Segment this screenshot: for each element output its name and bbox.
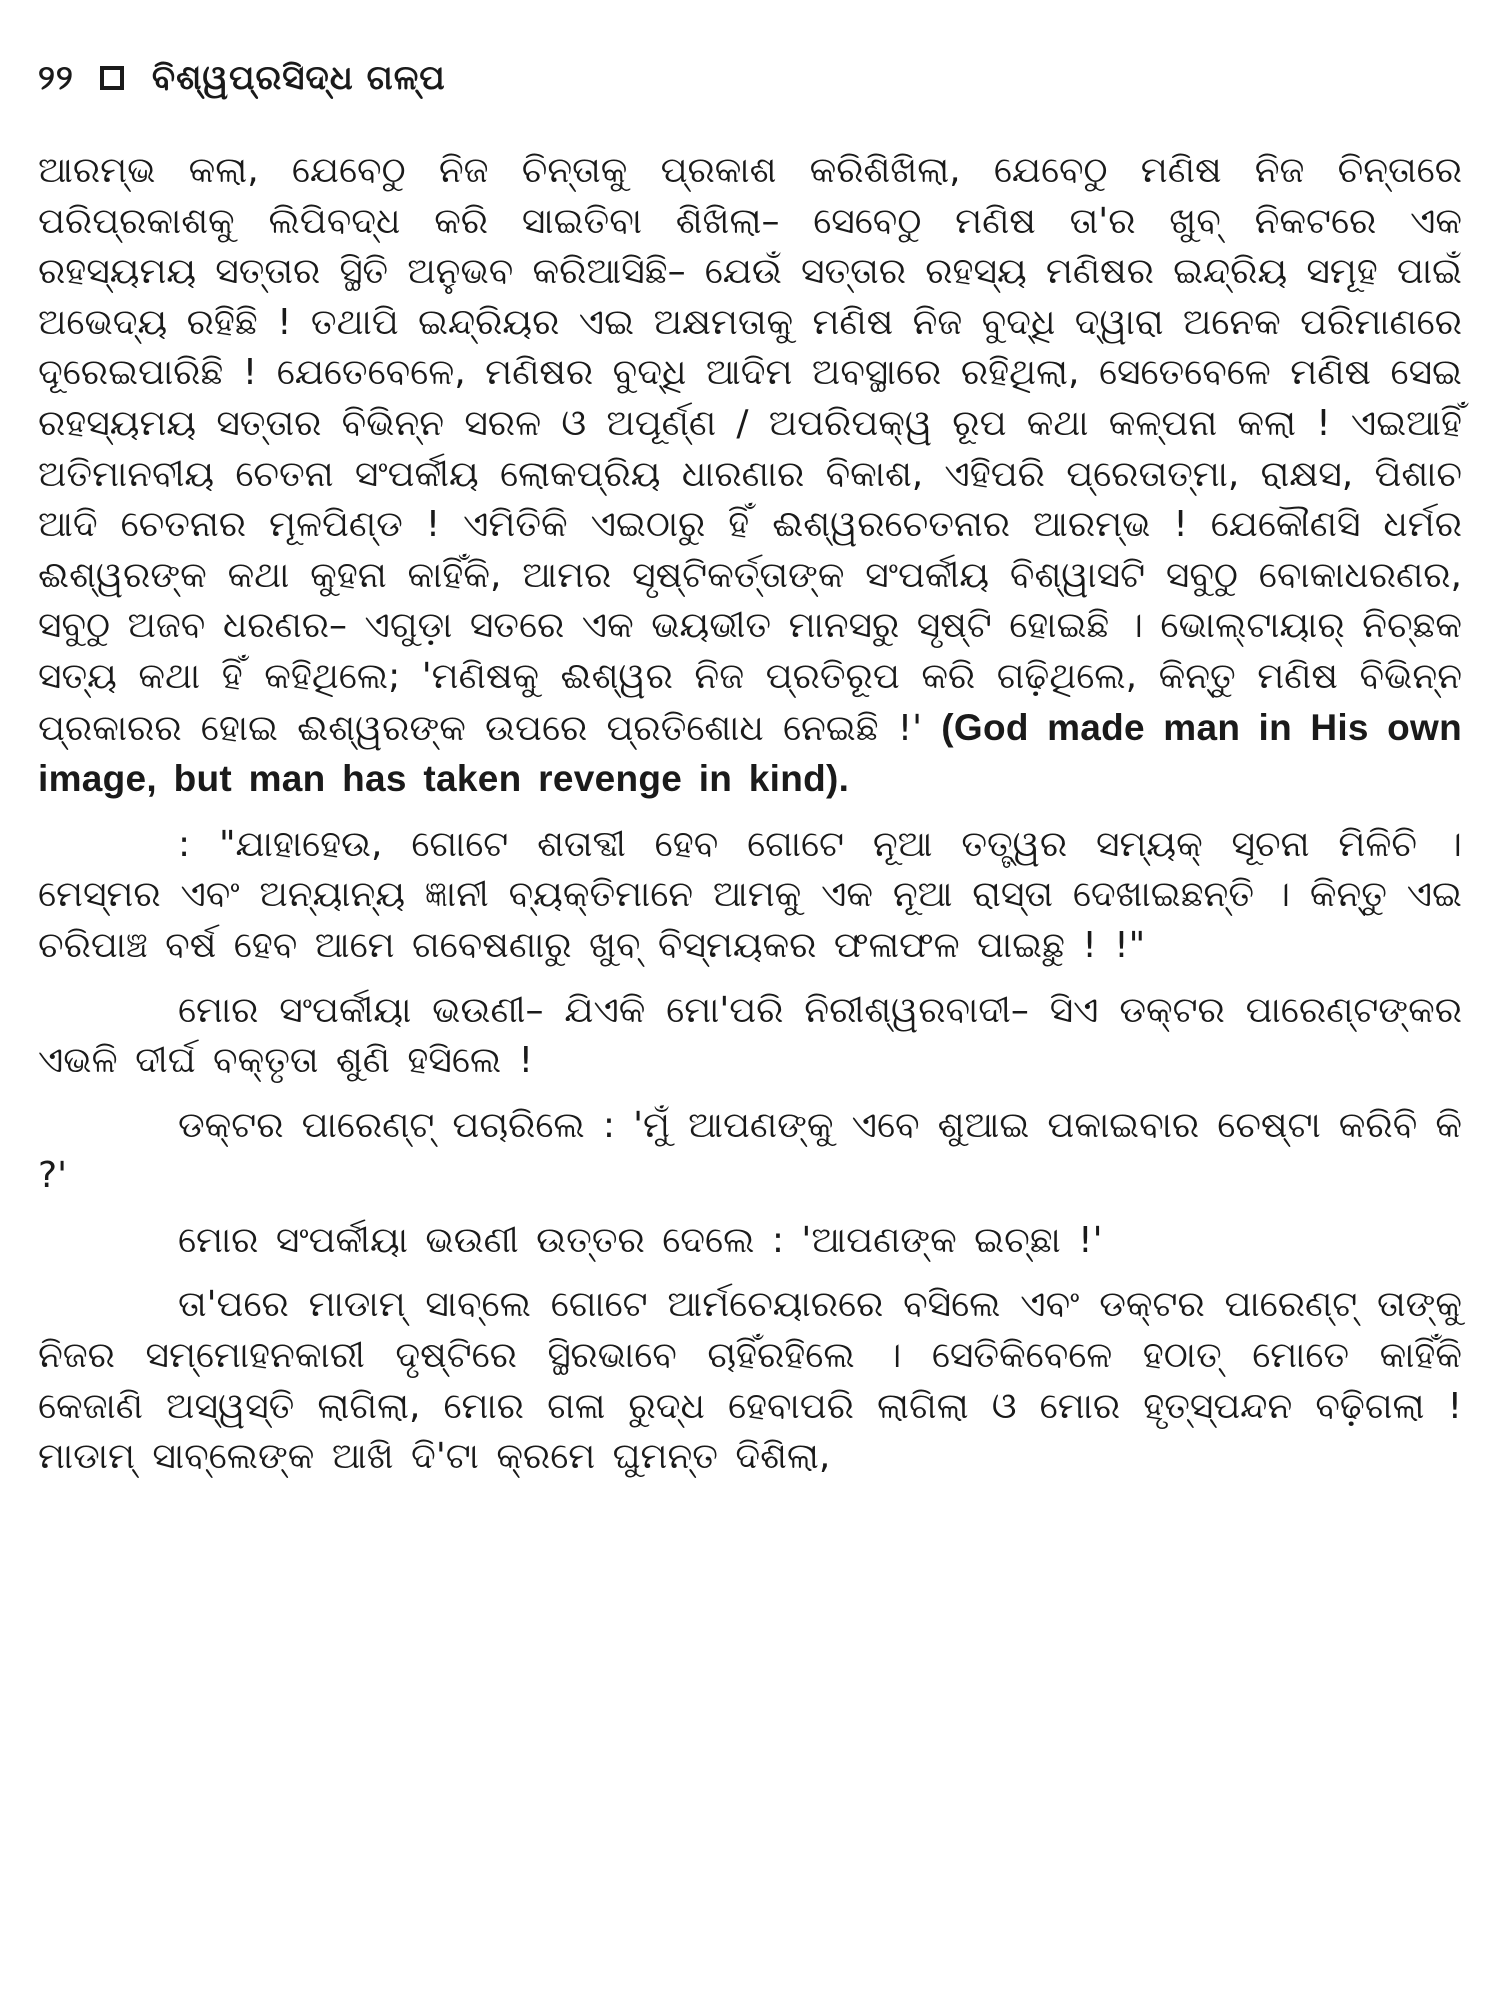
paragraph (38, 986, 1462, 1087)
body-text (38, 146, 1462, 1483)
paragraph (38, 1101, 1462, 1202)
paragraph (38, 1280, 1462, 1482)
running-header (38, 48, 1462, 108)
paragraph-text: ମୋର ସଂପର୍କୀୟା ଭଉଣୀ ଉତ୍ତର ଦେଲେ : 'ଆପଣଙ୍କ ଇଚ୍ଛା !' (178, 1219, 1103, 1261)
paragraph (38, 820, 1462, 972)
paragraph-text: : "ଯାହାହେଉ, ଗୋଟେ ଶତାବ୍ଦୀ ହେବ ଗୋଟେ ନୂଆ ତତ୍ତ୍ୱର ସମ୍ୟକ୍ ସୂଚନା ମିଳିଚି । ମେସ୍‌ମର ଏବଂ ଅନ୍ୟାନ୍ୟ ଜ୍ଞାନୀ ବ୍ୟକ୍ତିମାନେ ଆମକୁ ଏକ ନୂଆ ରାସ୍ତା ଦେଖାଇଛନ୍ତି । କିନ୍ତୁ ଏଇ ଚରିପାଞ୍ଚ ବର୍ଷ ହେବ ଆମେ ଗବେଷଣାରୁ ଖୁବ୍ ବିସ୍ମୟକର ଫଳାଫଳ ପାଇଛୁ ! !" (38, 823, 1462, 966)
page-number: ୨୨ (38, 58, 74, 98)
english-quote: (God made man in His own image, but man has taken revenge in kind). (38, 706, 1463, 800)
paragraph (38, 1216, 1462, 1267)
paragraph (38, 146, 1462, 806)
paragraph-text: ଡକ୍ଟର ପାରେଣ୍ଟ୍ ପଚାରିଲେ : 'ମୁଁ ଆପଣଙ୍କୁ ଏବେ ଶୁଆଇ ପକାଇବାର ଚେଷ୍ଟା କରିବି କି ?' (38, 1104, 1462, 1197)
header-box-ornament (100, 66, 124, 90)
paragraph-text: ତା'ପରେ ମାଡାମ୍ ସାବ୍‌ଲେ ଗୋଟେ ଆର୍ମଚେୟାରରେ ବସିଲେ ଏବଂ ଡକ୍ଟର ପାରେଣ୍ଟ୍ ତାଙ୍କୁ ନିଜର ସମ୍ମୋହନକାରୀ ଦୃଷ୍ଟିରେ ସ୍ଥିରଭାବେ ଚାହିଁରହିଲେ । ସେତିକିବେଳେ ହଠାତ୍ ମୋତେ କାହିଁକି କେଜାଣି ଅସ୍ୱସ୍ତି ଲାଗିଲା, ମୋର ଗଳା ରୁଦ୍ଧ ହେବାପରି ଲାଗିଲା ଓ ମୋର ହୃତ୍‌ସ୍ପନ୍ଦନ ବଢ଼ିଗଲା ! ମାଡାମ୍ ସାବ୍‌ଲେଙ୍କ ଆଖି ଦି'ଟା କ୍ରମେ ଘୁମନ୍ତ ଦିଶିଲା, (38, 1284, 1462, 1478)
book-title: ବିଶ୍ୱପ୍ରସିଦ୍ଧ ଗଳ୍ପ (151, 58, 446, 98)
paragraph-text: ମୋର ସଂପର୍କୀୟା ଭଉଣୀ– ଯିଏକି ମୋ'ପରି ନିରୀଶ୍ୱରବାଦୀ– ସିଏ ଡକ୍ଟର ପାରେଣ୍ଟଙ୍କର ଏଭଳି ଦୀର୍ଘ ବକ୍ତୃତା ଶୁଣି ହସିଲେ ! (38, 989, 1462, 1082)
paragraph-text: ଆରମ୍ଭ କଲା, ଯେବେଠୁ ନିଜ ଚିନ୍ତାକୁ ପ୍ରକାଶ କରିଶିଖିଲା, ଯେବେଠୁ ମଣିଷ ନିଜ ଚିନ୍ତାରେ ପରିପ୍ରକାଶକୁ ଲିପିବଦ୍ଧ କରି ସାଇତିବା ଶିଖିଲା– ସେବେଠୁ ମଣିଷ ତା'ର ଖୁବ୍ ନିକଟରେ ଏକ ରହସ୍ୟମୟ ସତ୍ତାର ସ୍ଥିତି ଅନୁଭବ କରିଆସିଛି– ଯେଉଁ ସତ୍ତାର ରହସ୍ୟ ମଣିଷର ଇନ୍ଦ୍ରିୟ ସମୂହ ପାଇଁ ଅଭେଦ୍ୟ ରହିଛି ! ତଥାପି ଇନ୍ଦ୍ରିୟର ଏଇ ଅକ୍ଷମତାକୁ ମଣିଷ ନିଜ ବୁଦ୍ଧି ଦ୍ୱାରା ଅନେକ ପରିମାଣରେ ଦୂରେଇପାରିଛି ! ଯେତେବେଳେ, ମଣିଷର ବୁଦ୍ଧି ଆଦିମ ଅବସ୍ଥାରେ ରହିଥିଲା, ସେତେବେଳେ ମଣିଷ ସେଇ ରହସ୍ୟମୟ ସତ୍ତାର ବିଭିନ୍ନ ସରଳ ଓ ଅପୂର୍ଣ୍ଣ / ଅପରିପକ୍ୱ ରୂପ କଥା କଳ୍ପନା କଲା ! ଏଇଆହିଁ ଅତିମାନବୀୟ ଚେତନା ସଂପର୍କୀୟ ଲୋକପ୍ରିୟ ଧାରଣାର ବିକାଶ, ଏହିପରି ପ୍ରେତାତ୍ମା, ରାକ୍ଷସ, ପିଶାଚ ଆଦି ଚେତନାର ମୂଳପିଣ୍ଡ ! ଏମିତିକି ଏଇଠାରୁ ହିଁ ଈଶ୍ୱରଚେତନାର ଆରମ୍ଭ ! ଯେକୌଣସି ଧର୍ମର ଈଶ୍ୱରଙ୍କ କଥା କୁହନା କାହିଁକି, ଆମର ସୃଷ୍ଟିକର୍ତ୍ତାଙ୍କ ସଂପର୍କୀୟ ବିଶ୍ୱାସଟି ସବୁଠୁ ବୋକାଧରଣର, ସବୁଠୁ ଅଜବ ଧରଣର– ଏଗୁଡ଼ା ସତରେ ଏକ ଭୟଭୀତ ମାନସରୁ ସୃଷ୍ଟି ହୋଇଛି । ଭୋଲ୍‌ଟାୟାର୍ ନିଚ୍ଛକ ସତ୍ୟ କଥା ହିଁ କହିଥିଲେ; 'ମଣିଷକୁ ଈଶ୍ୱର ନିଜ ପ୍ରତିରୂପ କରି ଗଢ଼ିଥିଲେ, କିନ୍ତୁ ମଣିଷ ବିଭିନ୍ନ ପ୍ରକାରର ହୋଇ ଈଶ୍ୱରଙ୍କ ଉପରେ ପ୍ରତିଶୋଧ ନେଇଛି !' (38, 150, 1462, 749)
